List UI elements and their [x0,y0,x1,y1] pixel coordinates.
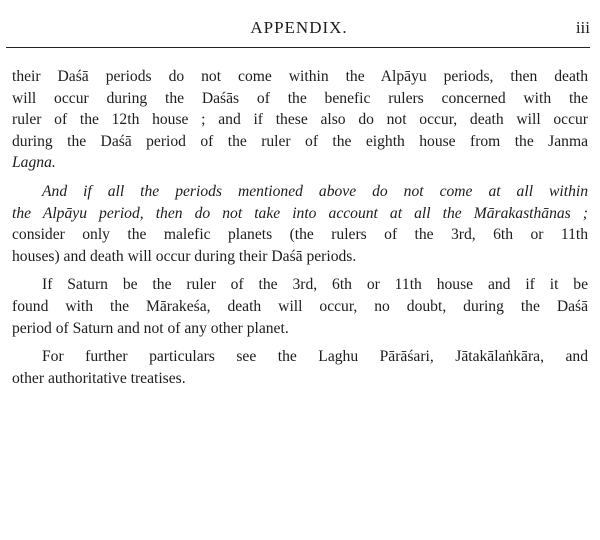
text-line: houses) and death will occur during their Daśā periods. [12,247,357,265]
text-line: other authoritative treatises. [12,369,186,387]
text-line: found with the Mārakeśa, death will occur, no doubt, during the Daśā [12,297,588,315]
running-head [6,18,592,44]
text-line: Lagna. [12,154,56,172]
text-line: For further particulars see the Laghu Pārāśari, Jātakālaṅkāra, and [42,348,588,366]
text-line: ruler of the 12th house ; and if these also do not occur, death will occur [12,111,588,129]
text-line: the Alpāyu period, then do not take into account at all the Mārakasthānas ; [12,204,588,222]
body-text [12,66,588,396]
text-line: consider only the malefic planets (the rulers of the 3rd, 6th or 11th [12,226,588,244]
text-line: If Saturn be the ruler of the 3rd, 6th or 11th house and if it be [42,276,588,294]
paragraph-3 [12,274,588,339]
paragraph-4 [12,346,588,389]
text-line: And if all the periods mentioned above do not come at all within [42,182,588,200]
paragraph-1 [12,66,588,174]
page-number: iii [575,18,590,37]
header-rule [6,47,590,48]
page-title: APPENDIX. [250,18,348,37]
text-line: period of Saturn and not of any other planet. [12,319,289,337]
text-line: during the Daśā period of the ruler of the eighth house from the Janma [12,132,588,150]
text-line: will occur during the Daśās of the benefic rulers concerned with the [12,89,588,107]
text-line: their Daśā periods do not come within the Alpāyu periods, then death [12,68,588,85]
paragraph-2 [12,181,588,267]
